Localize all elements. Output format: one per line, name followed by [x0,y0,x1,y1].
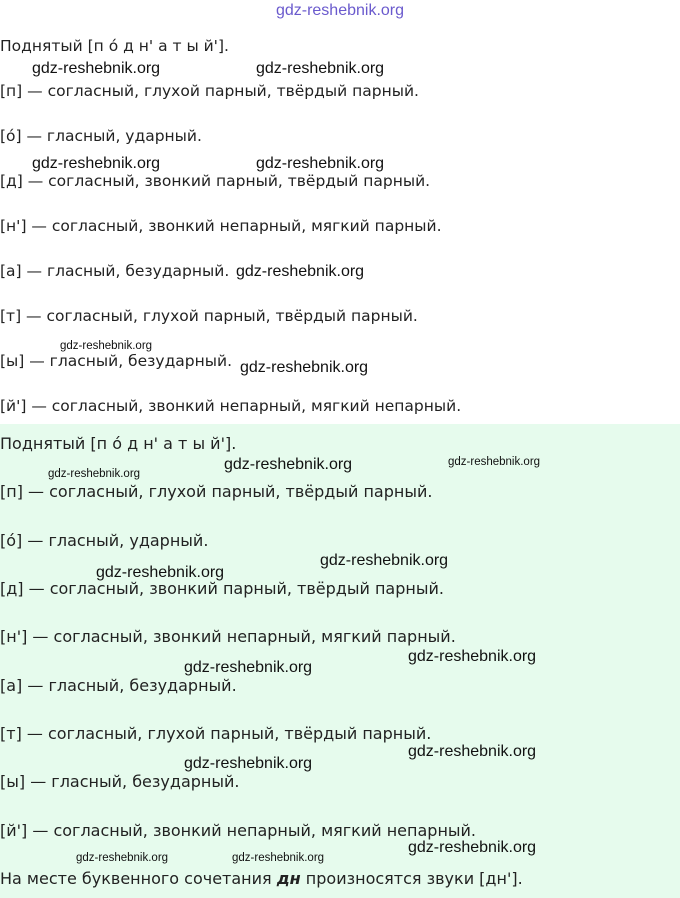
conclusion-text-after: произносятся звуки [дн']. [300,869,523,888]
watermark: gdz-reshebnik.org [240,359,369,376]
watermark: gdz-reshebnik.org [60,340,153,352]
watermark: gdz-reshebnik.org [184,755,313,772]
watermark: gdz-reshebnik.org [256,60,385,77]
site-header-link[interactable]: gdz-reshebnik.org [275,2,405,19]
sound-line: [й'] — согласный, звонкий непарный, мягкий непарный. [0,821,477,840]
watermark: gdz-reshebnik.org [96,564,225,581]
watermark: gdz-reshebnik.org [256,155,385,172]
watermark: gdz-reshebnik.org [408,743,537,760]
sound-line: [й'] — согласный, звонкий непарный, мягкий непарный. [0,397,462,415]
sound-line: [п] — согласный, глухой парный, твёрдый парный. [0,82,419,100]
sound-line: [н'] — согласный, звонкий непарный, мягкий парный. [0,217,442,235]
watermark: gdz-reshebnik.org [184,659,313,676]
watermark: gdz-reshebnik.org [448,456,541,468]
sound-line: [д] — согласный, звонкий парный, твёрдый парный. [0,172,431,190]
sound-line: [а] — гласный, безударный. [0,262,230,280]
conclusion-line [0,869,523,888]
watermark: gdz-reshebnik.org [32,60,161,77]
sound-line: [а] — гласный, безударный. [0,676,237,695]
watermark: gdz-reshebnik.org [236,263,365,280]
sound-line: [т] — согласный, глухой парный, твёрдый парный. [0,307,418,325]
watermark: gdz-reshebnik.org [76,852,169,864]
sound-line: [о́] — гласный, ударный. [0,531,209,550]
sound-line: [ы] — гласный, безударный. [0,772,240,791]
watermark: gdz-reshebnik.org [408,839,537,856]
sound-line: [п] — согласный, глухой парный, твёрдый парный. [0,482,433,501]
sound-line: [о́] — гласный, ударный. [0,127,202,145]
watermark: gdz-reshebnik.org [320,552,449,569]
letter-combination: дн [276,869,301,888]
watermark: gdz-reshebnik.org [32,155,161,172]
watermark: gdz-reshebnik.org [48,468,141,480]
watermark: gdz-reshebnik.org [224,456,353,473]
watermark: gdz-reshebnik.org [232,852,325,864]
sound-line: [д] — согласный, звонкий парный, твёрдый парный. [0,579,444,598]
conclusion-text-before: На месте буквенного сочетания [0,869,277,888]
sound-line: [ы] — гласный, безударный. [0,352,232,370]
sound-line: [т] — согласный, глухой парный, твёрдый парный. [0,724,432,743]
watermark: gdz-reshebnik.org [408,648,537,665]
sound-line: [н'] — согласный, звонкий непарный, мягкий парный. [0,627,456,646]
word-transcription: Поднятый [п о́ д н' а т ы й']. [0,434,237,453]
word-transcription: Поднятый [п о́ д н' а т ы й']. [0,37,229,55]
